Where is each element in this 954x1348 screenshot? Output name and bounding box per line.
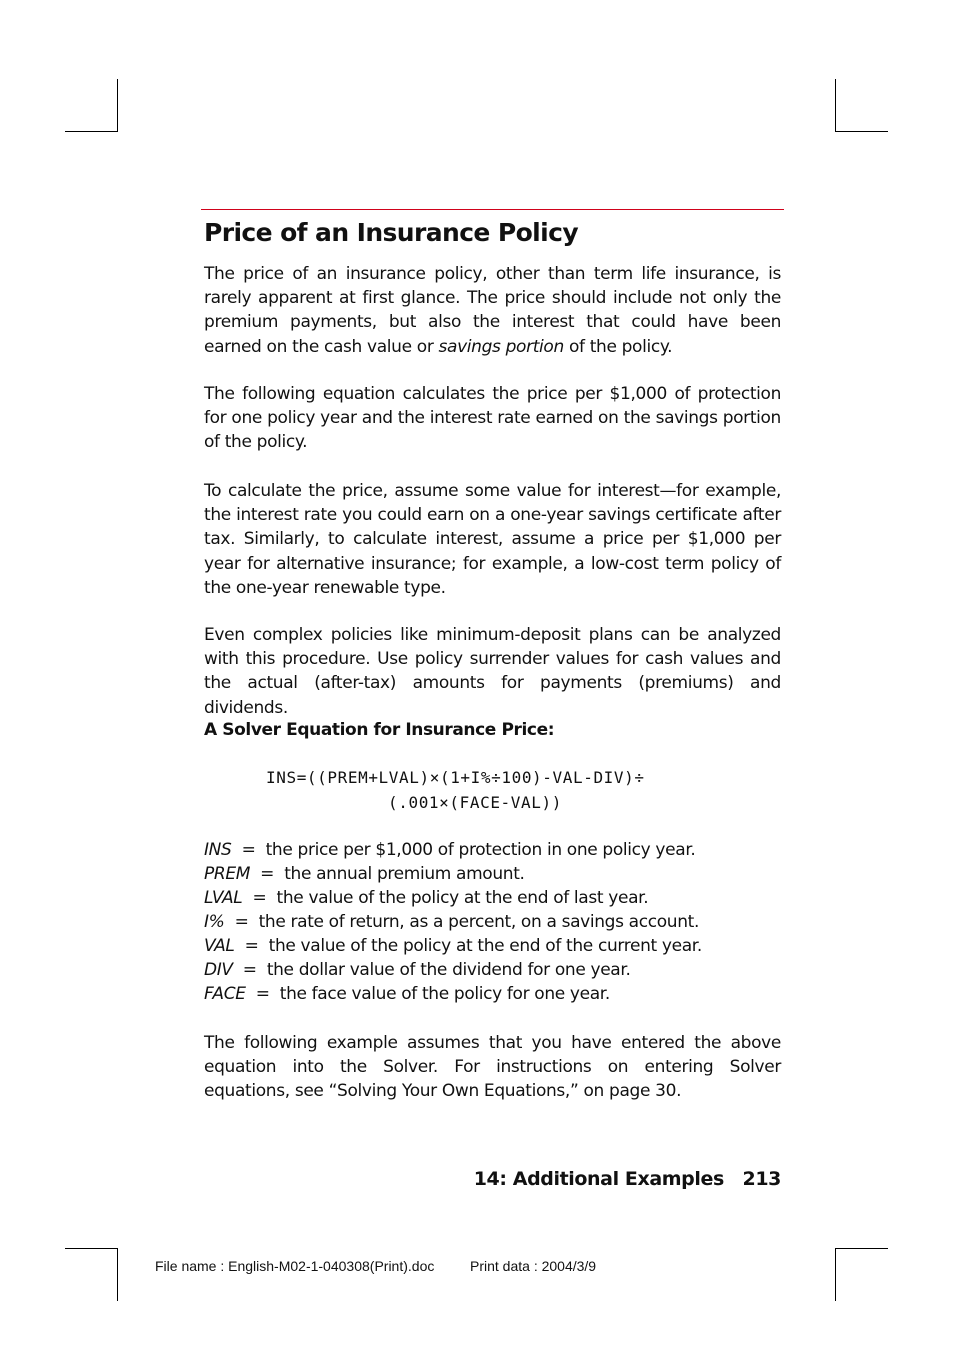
crop-mark-top-left-horizontal xyxy=(65,131,118,132)
definition-text: the price per $1,000 of protection in one policy year. xyxy=(265,840,696,860)
paragraph-complex-policies: Even complex policies like minimum-deposit plans can be analyzed with this procedure. Use policy surrender values for cash values and the actual (after-tax) amounts for payments (premiums) and dividends. xyxy=(204,625,781,718)
equation-line-2: (.001×(FACE-VAL)) xyxy=(388,793,562,812)
crop-mark-top-right-horizontal xyxy=(835,131,888,132)
definition-equals: = xyxy=(224,912,259,932)
solver-equation-heading: A Solver Equation for Insurance Price: xyxy=(204,720,555,740)
equation-line-1: INS=((PREM+LVAL)×(1+I%÷100)-VAL-DIV)÷ xyxy=(266,768,645,787)
definition-variable: PREM xyxy=(204,864,251,884)
definition-item xyxy=(204,862,702,886)
crop-mark-bottom-right-vertical xyxy=(835,1248,836,1301)
definition-item xyxy=(204,886,702,910)
definition-variable: LVAL xyxy=(204,888,243,908)
paragraph-assumptions: To calculate the price, assume some value for interest—for example, the interest rate you could earn on a one-year savings certificate after tax. Similarly, to calculate interest, assume a price per $1,000 per year for alternative insurance; for example, a low-cost term policy of the one-year renewable type. xyxy=(204,481,781,598)
crop-mark-bottom-left-horizontal xyxy=(65,1248,118,1249)
crop-mark-top-left-vertical xyxy=(117,79,118,132)
definition-variable: I% xyxy=(204,912,225,932)
file-name-footer: File name : English-M02-1-040308(Print).doc xyxy=(155,1258,435,1274)
crop-mark-top-right-vertical xyxy=(835,79,836,132)
definition-variable: INS xyxy=(204,840,232,860)
definition-equals: = xyxy=(250,864,285,884)
definition-text: the dollar value of the dividend for one year. xyxy=(266,960,631,980)
definition-text: the value of the policy at the end of the current year. xyxy=(268,936,702,956)
definition-text: the rate of return, as a percent, on a savings account. xyxy=(258,912,699,932)
savings-portion-emphasis: savings portion xyxy=(438,336,564,357)
page-title: Price of an Insurance Policy xyxy=(204,218,579,247)
paragraph-equation-intro: The following equation calculates the price per $1,000 of protection for one policy year and the interest rate earned on the savings portion of the policy. xyxy=(204,384,781,453)
crop-mark-bottom-right-horizontal xyxy=(835,1248,888,1249)
definition-item xyxy=(204,934,702,958)
definition-text: the value of the policy at the end of last year. xyxy=(276,888,649,908)
definition-equals: = xyxy=(231,840,266,860)
paragraph-intro-end: of the policy. xyxy=(563,336,673,357)
definition-item xyxy=(204,910,702,934)
variable-definitions xyxy=(204,838,702,1006)
crop-mark-bottom-left-vertical xyxy=(117,1248,118,1301)
chapter-page-footer: 14: Additional Examples 213 xyxy=(473,1168,781,1190)
definition-variable: FACE xyxy=(204,984,246,1004)
paragraph-example-note: The following example assumes that you have entered the above equation into the Solver. For instructions on entering Solver equations, see “Solving Your Own Equations,” on page 30. xyxy=(204,1033,781,1102)
definition-variable: DIV xyxy=(204,960,233,980)
definition-variable: VAL xyxy=(204,936,235,956)
definition-item xyxy=(204,982,702,1006)
definition-equals: = xyxy=(245,984,280,1004)
definition-item xyxy=(204,958,702,982)
definition-text: the face value of the policy for one year. xyxy=(279,984,610,1004)
definition-equals: = xyxy=(232,960,267,980)
paragraph-intro-text: The price of an insurance policy, other than term life insurance, is rarely apparent at first glance. The price should include not only the premium payments, but also the interest that could have been earned on the cash value or xyxy=(204,264,781,357)
definition-text: the annual premium amount. xyxy=(284,864,525,884)
section-rule xyxy=(201,209,784,210)
definition-equals: = xyxy=(242,888,277,908)
definition-equals: = xyxy=(234,936,269,956)
print-data-footer: Print data : 2004/3/9 xyxy=(470,1258,597,1274)
definition-item xyxy=(204,838,702,862)
paragraph-intro xyxy=(204,262,781,359)
